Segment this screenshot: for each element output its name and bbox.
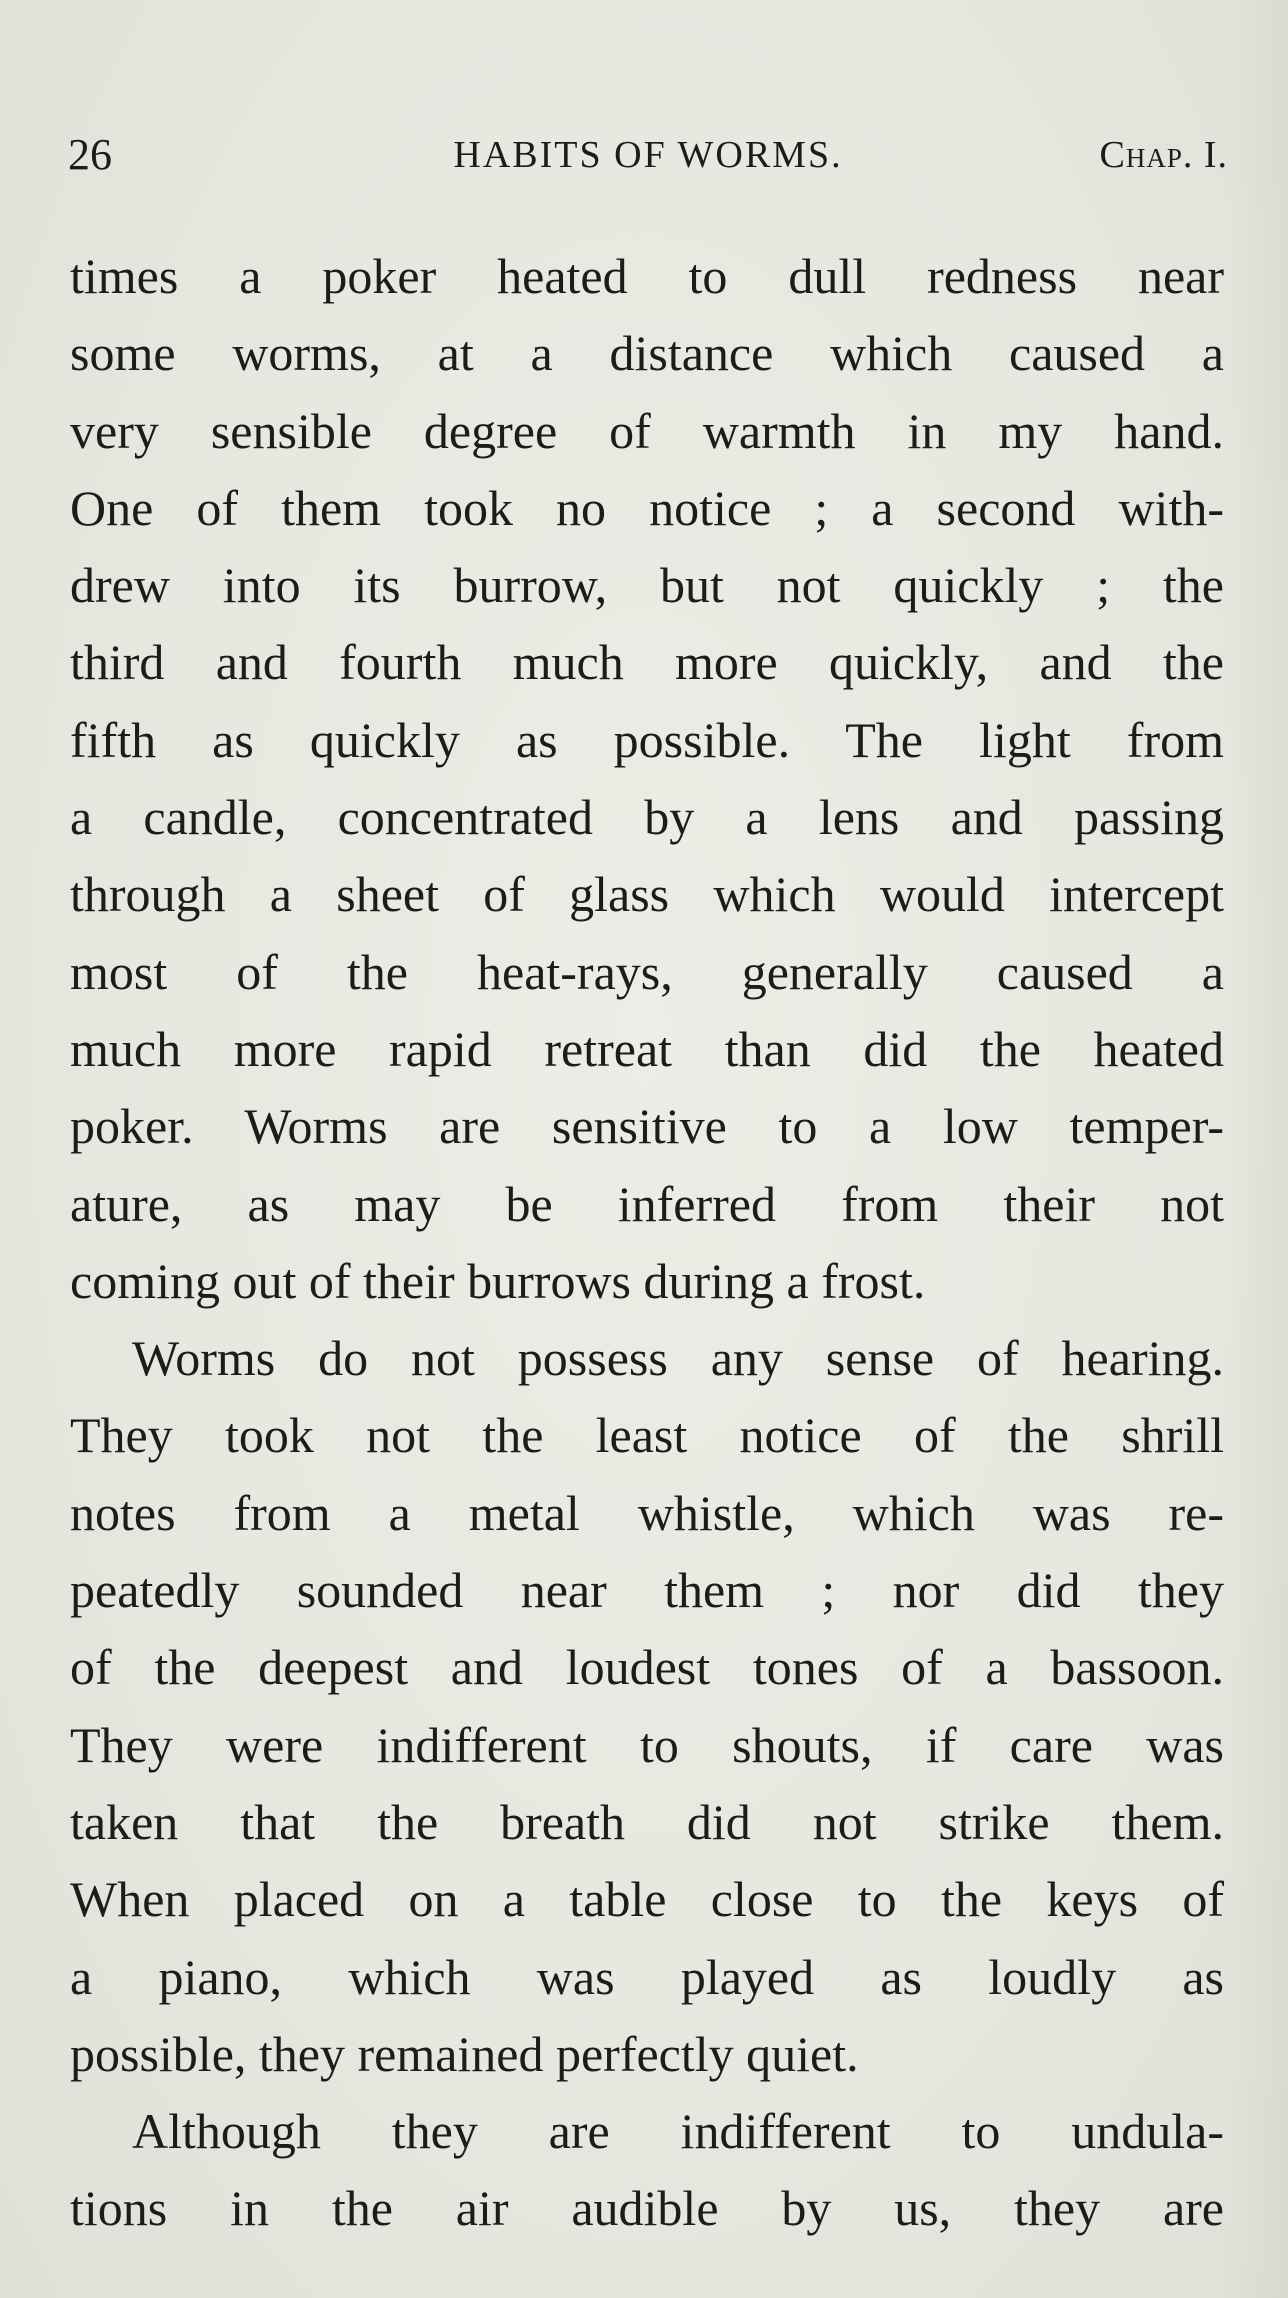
running-header — [68, 120, 1228, 190]
text-line: One of them took no notice ; a second with- — [70, 479, 1224, 536]
text-line: of the deepest and loudest tones of a bassoon. — [70, 1639, 1224, 1696]
text-line: much more rapid retreat than did the heated — [70, 1020, 1224, 1077]
text-line: ature, as may be inferred from their not — [70, 1175, 1224, 1232]
running-title: HABITS OF WORMS. — [453, 134, 843, 176]
text-line: Worms do not possess any sense of hearing. — [132, 1330, 1224, 1387]
body-text — [70, 238, 1224, 2248]
text-line: They took not the least notice of the shrill — [70, 1407, 1224, 1464]
text-line: most of the heat-rays, generally caused a — [70, 943, 1224, 1000]
text-line: a candle, concentrated by a lens and passing — [70, 789, 1224, 846]
text-line: fifth as quickly as possible. The light from — [70, 711, 1224, 768]
text-line: peatedly sounded near them ; nor did they — [70, 1562, 1224, 1619]
text-line: poker. Worms are sensitive to a low temper- — [70, 1098, 1224, 1155]
text-line: very sensible degree of warmth in my hand. — [70, 402, 1224, 459]
text-line: through a sheet of glass which would intercept — [70, 866, 1224, 923]
text-line: times a poker heated to dull redness near — [70, 248, 1224, 304]
text-line: a piano, which was played as loudly as — [70, 1948, 1224, 2005]
text-line: drew into its burrow, but not quickly ; the — [70, 557, 1224, 614]
text-line: They were indifferent to shouts, if care was — [70, 1716, 1224, 1773]
text-line: notes from a metal whistle, which was re- — [70, 1484, 1224, 1541]
text-line: taken that the breath did not strike them. — [70, 1793, 1224, 1850]
text-line: third and fourth much more quickly, and the — [70, 634, 1224, 691]
text-line: When placed on a table close to the keys of — [70, 1871, 1224, 1928]
page-number: 26 — [68, 130, 112, 179]
text-line: coming out of their burrows during a frost. — [70, 1252, 926, 1309]
text-line: tions in the air audible by us, they are — [70, 2180, 1224, 2237]
page-edge-shadow — [1228, 0, 1288, 2298]
chapter-label: Chap. I. — [1099, 134, 1228, 176]
text-line: some worms, at a distance which caused a — [70, 325, 1224, 382]
text-line: possible, they remained perfectly quiet. — [70, 2025, 859, 2082]
text-line: Although they are indifferent to undula- — [132, 2103, 1224, 2160]
